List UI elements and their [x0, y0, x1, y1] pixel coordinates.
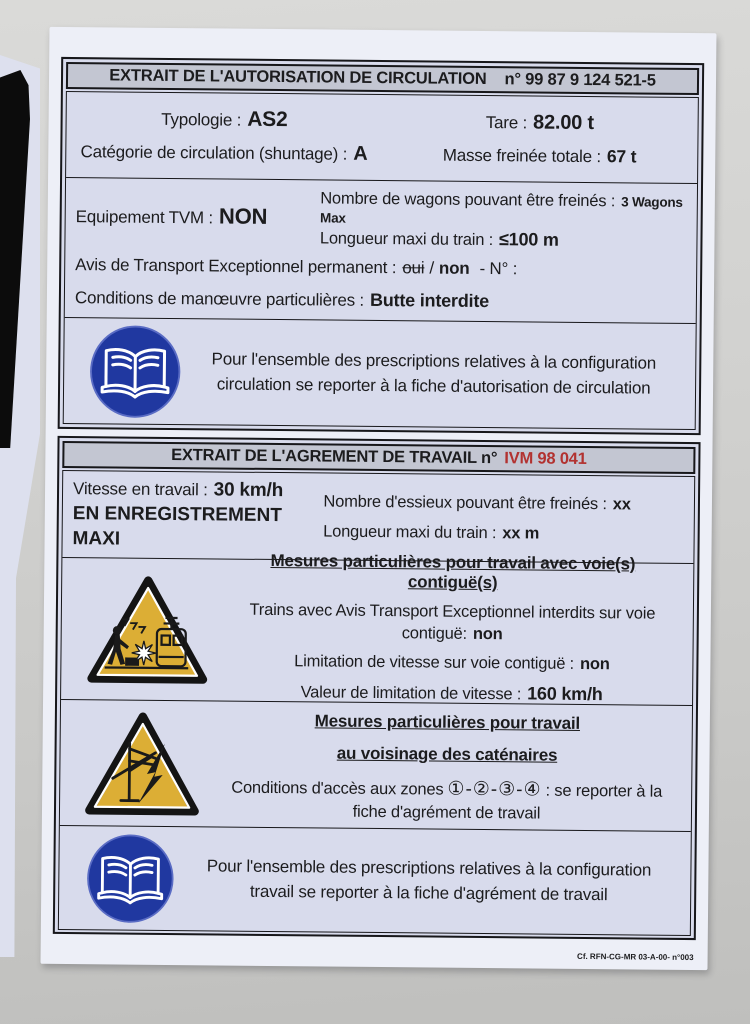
essieux-freines-value: xx [612, 494, 631, 513]
typology-tare-row [66, 92, 698, 183]
catenary-title-line1: Mesures particulières pour travail [314, 710, 581, 733]
masse-freinee-value: 67 t [606, 146, 637, 167]
work-approval-panel [53, 436, 701, 940]
circulation-authorization-number: n° 99 87 9 124 521-5 [504, 70, 656, 90]
trains-ate-field: Trains avec Avis Transport Exceptionnel interdits sur voie contiguë: non [249, 600, 656, 643]
masse-freinee-field: Masse freinée totale : 67 t [442, 145, 637, 167]
equipment-row [65, 177, 697, 323]
categorie-value: A [353, 142, 368, 165]
catenary-measures-row [60, 699, 692, 831]
longueur-maxi-field: Longueur maxi du train : ≤100 m [319, 229, 559, 250]
circulation-panel-content [63, 91, 699, 430]
valeur-limitation-field: Valeur de limitation de vitesse : 160 km/h [300, 683, 603, 705]
adjacent-track-measures-row [61, 551, 693, 705]
longueur-maxi-value: ≤100 m [498, 229, 559, 250]
circulation-note-text: Pour l'ensemble des prescriptions relatives à la configuration circulation se reporter à la fiche d'autorisation de circulation [211, 349, 657, 398]
reference-code: Cf. RFN-CG-MR 03-A-00- n°003 [577, 951, 694, 963]
conditions-manoeuvre-value: Butte interdite [369, 289, 490, 312]
avis-non-value: non [438, 258, 470, 278]
work-panel-header [62, 441, 695, 474]
typologie-field: Typologie : AS2 [161, 107, 288, 132]
maxi-line: MAXI [72, 528, 121, 550]
impact-burst [132, 640, 156, 664]
trains-ate-value: non [472, 624, 503, 643]
vitesse-travail-field: Vitesse en travail : 30 km/h [72, 479, 284, 502]
circulation-authorization-panel [58, 57, 705, 435]
wagons-freines-field: Nombre de wagons pouvant être freinés : 3 Wagons Max [320, 189, 683, 226]
zones-circled-numbers: ①-②-③-④ [447, 778, 542, 801]
adjacent-track-title: Mesures particulières pour travail avec voie(s) contiguë(s) [270, 551, 636, 593]
work-note-row [59, 825, 691, 935]
open-book-icon [85, 832, 176, 925]
wagons-freines-value: 3 Wagons Max [320, 194, 683, 226]
railway-authorization-placard [41, 27, 717, 970]
essieux-freines-field: Nombre d'essieux pouvant être freinés : xx [323, 491, 631, 513]
conditions-manoeuvre-field: Conditions de manœuvre particulières : Butte interdite [74, 288, 490, 312]
open-book-icon [88, 323, 183, 420]
categorie-field: Catégorie de circulation (shuntage) : A [80, 142, 368, 165]
circulation-note-row [64, 317, 696, 429]
enregistrement-line: EN ENREGISTREMENT [72, 503, 282, 527]
circulation-panel-title: EXTRAIT DE L'AUTORISATION DE CIRCULATION [109, 66, 487, 89]
longueur-maxi-travail-value: xx m [502, 523, 540, 543]
limitation-vitesse-field: Limitation de vitesse sur voie contiguë : non [294, 652, 610, 674]
vitesse-travail-value: 30 km/h [213, 479, 284, 502]
work-note-text: Pour l'ensemble des prescriptions relatives à la configuration travail se reporter à la fiche d'agrément de travail [206, 856, 652, 904]
work-panel-content [58, 470, 695, 936]
tare-value: 82.00 t [532, 111, 595, 135]
valeur-limitation-value: 160 km/h [527, 683, 603, 705]
electrical-hazard-icon [81, 707, 204, 820]
worker-train-warning-icon [82, 570, 213, 689]
tvm-value: NON [218, 203, 268, 229]
avis-transport-field: Avis de Transport Exceptionnel permanent : oui / non - N° : [75, 255, 518, 279]
circulation-panel-header [66, 62, 699, 95]
longueur-maxi-travail-field: Longueur maxi du train : xx m [323, 521, 540, 543]
tare-field: Tare : 82.00 t [485, 111, 595, 135]
work-panel-title: EXTRAIT DE L'AGREMENT DE TRAVAIL n° [171, 446, 498, 468]
limitation-vitesse-value: non [579, 654, 610, 674]
catenary-title-line2: au voisinage des caténaires [336, 743, 558, 765]
work-approval-number: IVM 98 041 [504, 449, 587, 468]
tvm-field: Equipement TVM : NON [75, 203, 268, 229]
typologie-value: AS2 [247, 107, 288, 132]
zones-access-field: Conditions d'accès aux zones ①-②-③-④ : se reporter à la fiche d'agrément de travail [231, 778, 663, 823]
avis-oui-struck: oui [402, 258, 425, 278]
